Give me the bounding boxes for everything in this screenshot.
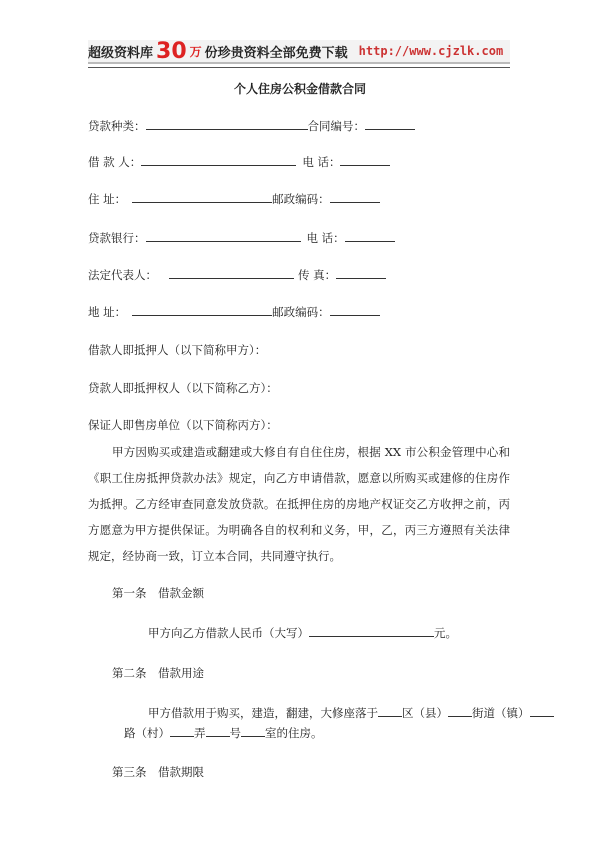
banner-url[interactable]: http://www.cjzlk.com [358,44,504,58]
field-row [88,191,380,207]
field-row [88,230,395,246]
text: 街道（镇） [472,706,530,720]
blank-line [309,625,434,637]
field-row [88,118,415,134]
field-label: 地 址： [88,305,127,319]
text: 弄 [194,726,206,740]
field-label: 合同编号： [307,119,365,133]
text: 区（县） [402,706,448,720]
blank-line [330,304,380,316]
blank-line [169,267,294,279]
field-row [88,267,386,283]
banner-slogan: 份珍贵资料全部免费下载 [204,45,348,61]
text: 甲方借款用于购买，建造，翻建，大修座落于 [148,706,378,720]
text: 号 [229,726,241,740]
document-title: 个人住房公积金借款合同 [233,82,366,96]
text: 路（村） [124,726,170,740]
field-label: 借 款 人： [88,155,142,169]
field-row [88,304,380,320]
article-2-text-cont [124,725,323,741]
article-3-heading: 第三条 借款期限 [112,765,204,779]
party-line: 贷款人即抵押权人（以下简称乙方）： [88,381,278,395]
banner-wan: 万 [189,44,202,59]
field-label: 电 话： [302,155,341,169]
banner-text: 超级资料库 [88,45,154,61]
blank-line [330,191,380,203]
field-label: 传 真： [298,268,337,282]
text: 元。 [434,626,457,640]
field-row [88,154,390,170]
text: 甲方向乙方借款人民币（大写） [148,626,309,640]
blank-line [365,118,415,130]
party-line: 借款人即抵押人（以下简称甲方）： [88,343,267,357]
blank-line [206,725,230,737]
field-label: 住 址： [88,192,127,206]
field-label: 贷款银行： [88,231,146,245]
header-divider [88,67,510,68]
download-banner[interactable] [88,40,510,64]
text: 室的住房。 [265,726,323,740]
field-label: 邮政编码： [272,305,330,319]
blank-line [340,154,390,166]
party-line: 保证人即售房单位（以下简称丙方）： [88,418,278,432]
blank-line [448,705,472,717]
blank-line [132,304,272,316]
field-label: 贷款种类： [88,119,146,133]
blank-line [141,154,296,166]
blank-line [345,230,395,242]
blank-line [146,118,308,130]
article-1-text [148,625,457,641]
field-label: 法定代表人： [88,268,157,282]
article-1-heading: 第一条 借款金额 [112,586,204,600]
blank-line [132,191,272,203]
blank-line [336,267,386,279]
article-2-heading: 第二条 借款用途 [112,666,204,680]
field-label: 电 话： [306,231,345,245]
article-2-text [148,705,554,721]
field-label: 邮政编码： [272,192,330,206]
blank-line [146,230,301,242]
blank-line [530,705,554,717]
blank-line [378,705,402,717]
blank-line [241,725,265,737]
banner-number: 30 [156,38,187,64]
blank-line [170,725,194,737]
intro-paragraph: 甲方因购买或建造或翻建或大修自有自住住房，根据 XX 市公积金管理中心和《职工住房抵押贷款办法》规定，向乙方申请借款，愿意以所购买或建修的住房作为抵押。乙方经审查同意发放贷款。在抵押住房的房地产权证交乙方收押之前，丙方愿意为甲方提供保证。为明确各自的权利和义务，甲，乙，丙三方遵照有关法律规定，经协商一致，订立本合同，共同遵守执行。 [88,445,510,563]
